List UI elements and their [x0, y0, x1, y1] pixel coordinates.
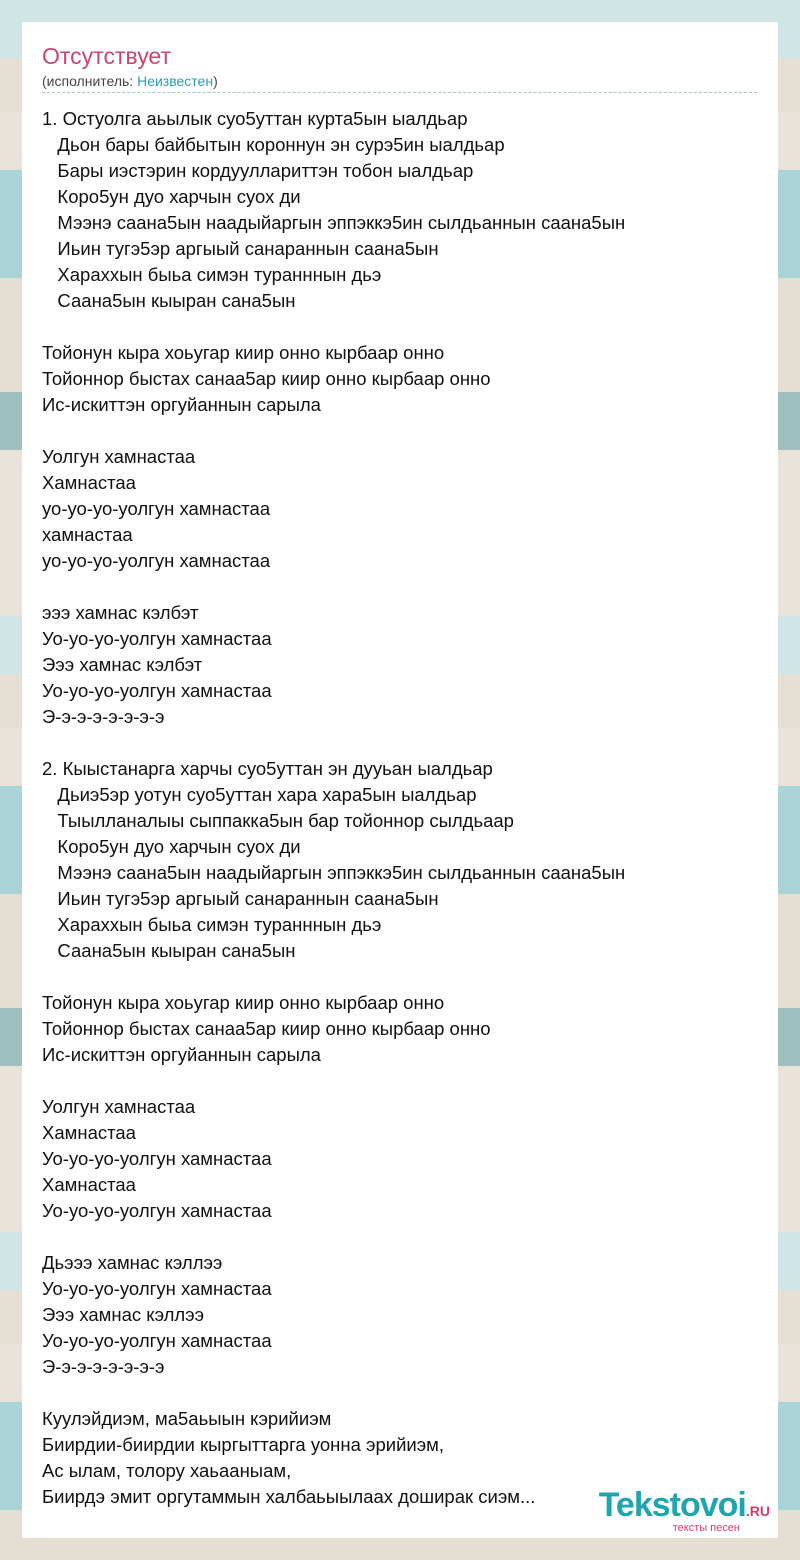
- header-divider: [42, 92, 757, 93]
- logo-tld: .RU: [745, 1503, 770, 1519]
- artist-line: [42, 72, 218, 90]
- site-logo[interactable]: [599, 1488, 770, 1534]
- lyrics-card: [22, 22, 778, 1538]
- logo-tagline: тексты песен: [672, 1522, 740, 1534]
- artist-suffix: ): [213, 73, 218, 89]
- lyrics-text: 1. Остуолга аьылык суо5уттан курта5ын ыалдьар Дьон бары байбытын короннун эн сурэ5ин ыалдьар Бары иэстэрин кордууллариттэн тобон ыалдьар Коро5ун дуо харчын суох ди Мээнэ саана5ын наадыйаргын эппэккэ5ин сылдьаннын саана5ын Иьин тугэ5эр аргыый санараннын саана5ын Хараххын быьа симэн туранннын дьэ Саана5ын кыыран сана5ын Тойонун кыра хоьугар киир онно кырбаар онно Тойоннор быстах санаа5ар киир онно кырбаар онно Ис-искиттэн оргуйаннын сарыла Уолгун хамнастаа Хамнастаа уо-уо-уо-уолгун хамнастаа хамнастаа уо-уо-уо-уолгун хамнастаа эээ хамнас кэлбэт Уо-уо-уо-уолгун хамнастаа Эээ хамнас кэлбэт Уо-уо-уо-уолгун хамнастаа Э-э-э-э-э-э-э-э 2. Кыыстанарга харчы суо5уттан эн дууьан ыалдьар Дьиэ5эр уотун суо5уттан хара хара5ын ыалдьар Тыылланалыы сыппакка5ын бар тойоннор сылдьаар Коро5ун дуо харчын суох ди Мээнэ саана5ын наадыйаргын эппэккэ5ин сылдьаннын саана5ын Иьин тугэ5эр аргыый санараннын саана5ын Хараххын быьа симэн туранннын дьэ Саана5ын кыыран сана5ын Тойонун кыра хоьугар киир онно кырбаар онно Тойоннор быстах санаа5ар киир онно кырбаар онно Ис-искиттэн оргуйаннын сарыла Уолгун хамнастаа Хамнастаа Уо-уо-уо-уолгун хамнастаа Хамнастаа Уо-уо-уо-уолгун хамнастаа Дьэээ хамнас кэллээ Уо-уо-уо-уолгун хамнастаа Эээ хамнас кэллээ Уо-уо-уо-уолгун хамнастаа Э-э-э-э-э-э-э-э Куулэйдиэм, ма5аьыын кэрийиэм Биирдии-биирдии кыргыттарга уонна эрийиэм, Ас ылам, толору хаьааныам, Биирдэ эмит оргутаммын халбаьыылаах доширак сиэм...: [42, 108, 626, 1507]
- logo-name: Tekstovoi: [598, 1486, 746, 1524]
- song-title: Отсутствует: [42, 43, 171, 69]
- artist-prefix: (исполнитель:: [42, 73, 138, 89]
- artist-link[interactable]: Неизвестен: [137, 73, 214, 89]
